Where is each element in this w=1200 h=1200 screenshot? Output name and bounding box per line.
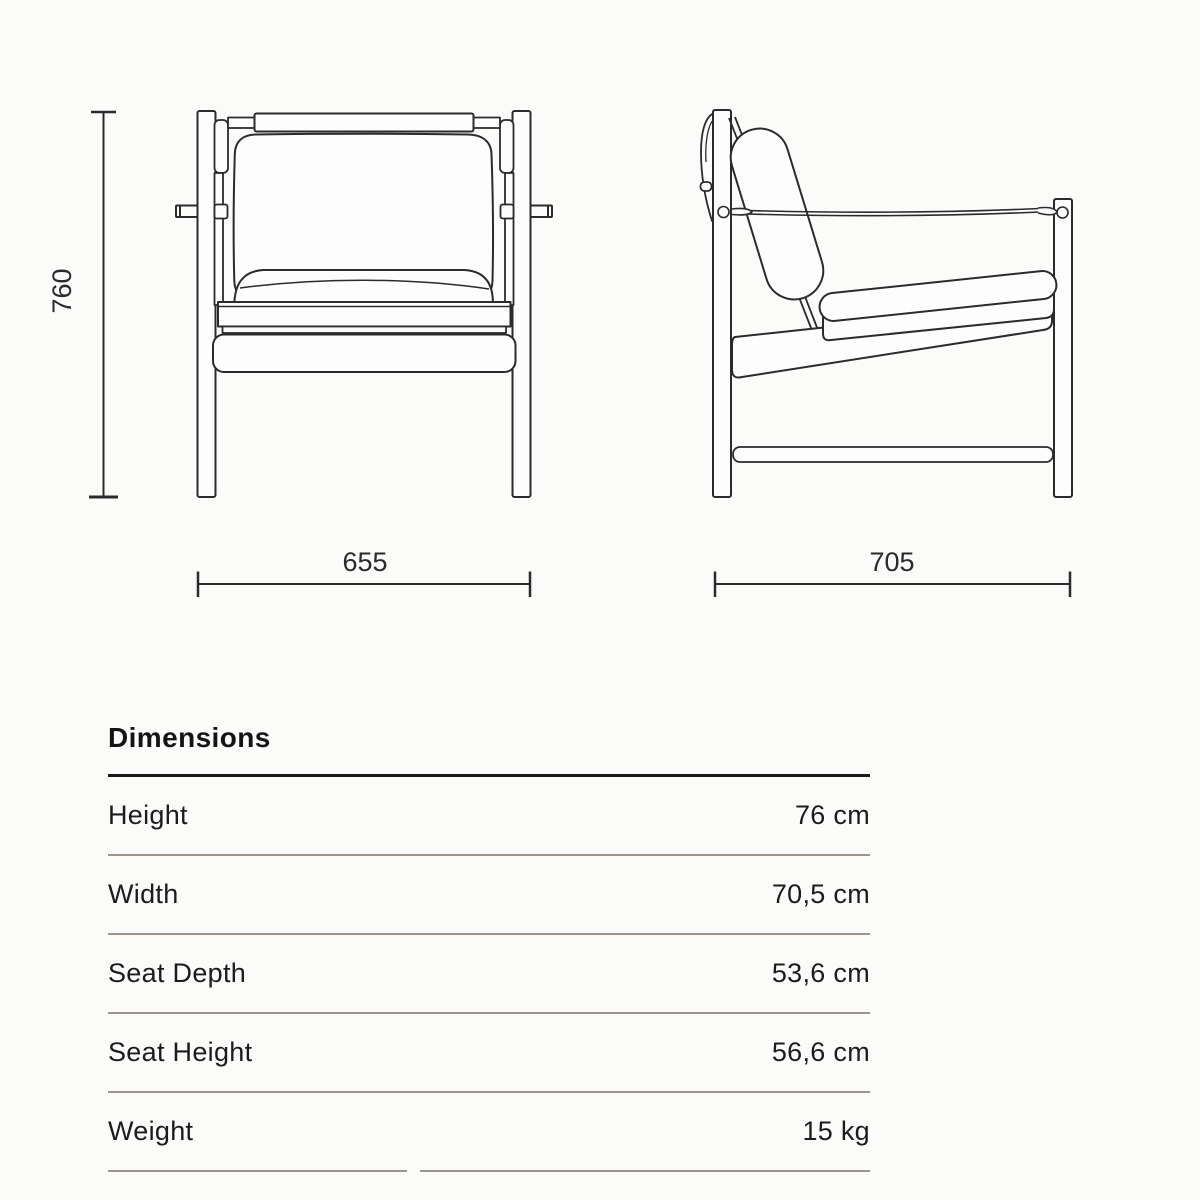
row-label: Width (108, 879, 179, 909)
height-dimension (47, 112, 118, 497)
side-front-leg (1054, 199, 1072, 497)
row-label: Height (108, 800, 188, 830)
table-row-width (108, 856, 870, 935)
depth-dimension (715, 547, 1070, 597)
side-back-leg (713, 110, 731, 497)
front-left-leg (198, 111, 216, 497)
bottom-rule-gap (407, 1170, 420, 1172)
depth-dimension-label: 705 (869, 547, 915, 577)
row-label: Seat Depth (108, 958, 247, 988)
table-title: Dimensions (108, 722, 271, 753)
row-label: Weight (108, 1116, 194, 1146)
bottom-rule-right-segment (420, 1170, 870, 1172)
width-dimension-label: 655 (342, 547, 388, 577)
row-value: 15 kg (802, 1116, 870, 1146)
table-row-seat-height (108, 1014, 870, 1093)
table-bottom-rule (108, 1170, 870, 1172)
table-row-height (108, 777, 870, 856)
row-value: 70,5 cm (771, 879, 870, 909)
row-value: 56,6 cm (771, 1037, 870, 1067)
seat-frame-band (218, 302, 511, 327)
back-post-peg (701, 182, 712, 191)
middle-rail (223, 327, 507, 334)
front-view-drawing (176, 111, 552, 497)
seat-cushion-front (234, 270, 493, 302)
side-view-drawing (701, 110, 1073, 497)
table-row-seat-depth (108, 935, 870, 1014)
head-rail (228, 114, 500, 132)
row-value: 53,6 cm (771, 958, 870, 988)
row-label: Seat Height (108, 1037, 253, 1067)
front-apron (213, 335, 516, 373)
bottom-rule-left-segment (108, 1170, 407, 1172)
dimensions-table (108, 722, 870, 1172)
width-dimension (198, 547, 530, 597)
height-dimension-label: 760 (47, 268, 77, 314)
front-right-leg (513, 111, 531, 497)
table-row-weight (108, 1093, 870, 1170)
row-value: 76 cm (794, 800, 870, 830)
bottom-stretcher (733, 447, 1053, 462)
